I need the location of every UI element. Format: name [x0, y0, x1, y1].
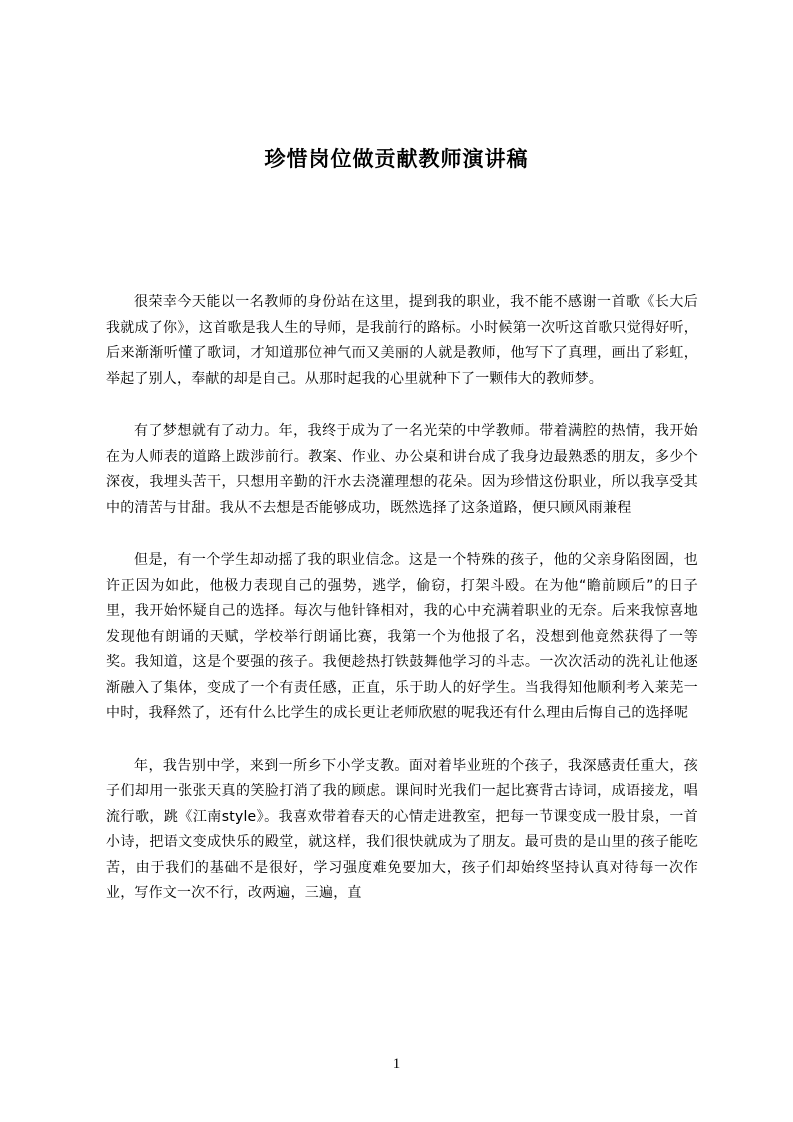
- document-body: [106, 290, 698, 934]
- document-title: 珍惜岗位做贡献教师演讲稿: [264, 147, 529, 171]
- paragraph-2: 有了梦想就有了动力。年，我终于成为了一名光荣的中学教师。带着满腔的热情，我开始在为人师表的道路上跋涉前行。教案、作业、办公桌和讲台成了我身边最熟悉的朋友，多少个深夜，我埋头苦干，只想用辛勤的汗水去浇灌理想的花朵。因为珍惜这份职业，所以我享受其中的清苦与甘甜。我从不去想是否能够成功，既然选择了这条道路，便只顾风雨兼程: [106, 423, 698, 516]
- paragraph-1: 很荣幸今天能以一名教师的身份站在这里，提到我的职业，我不能不感谢一首歌《长大后我就成了你》，这首歌是我人生的导师，是我前行的路标。小时候第一次听这首歌只觉得好听，后来渐渐听懂了歌词，才知道那位神气而又美丽的人就是教师，他写下了真理，画出了彩虹，举起了别人，奉献的却是自己。从那时起我的心里就种下了一颗伟大的教师梦。: [106, 294, 698, 387]
- paragraph-3: 但是，有一个学生却动摇了我的职业信念。这是一个特殊的孩子，他的父亲身陷囹圄，也许正因为如此，他极力表现自己的强势，逃学，偷窃，打架斗殴。在为他“瞻前顾后”的日子里，我开始怀疑自己的选择。每次与他针锋相对，我的心中充满着职业的无奈。后来我惊喜地发现他有朗诵的天赋，学校举行朗诵比赛，我第一个为他报了名，没想到他竟然获得了一等奖。我知道，这是个要强的孩子。我便趁热打铁鼓舞他学习的斗志。一次次活动的洗礼让他逐渐融入了集体，变成了一个有责任感，正直，乐于助人的好学生。当我得知他顺利考入莱芜一中时，我释然了，还有什么比学生的成长更让老师欣慰的呢我还有什么理由后悔自己的选择呢: [106, 552, 698, 721]
- paragraph-4: 年，我告别中学，来到一所乡下小学支教。面对着毕业班的个孩子，我深感责任重大，孩子们却用一张张天真的笑脸打消了我的顾虑。课间时光我们一起比赛背古诗词，成语接龙，唱流行歌，跳《江南style》。我喜欢带着春天的心情走进教室，把每一节课变成一股甘泉，一首小诗，把语文变成快乐的殿堂，就这样，我们很快就成为了朋友。最可贵的是山里的孩子能吃苦，由于我们的基础不是很好，学习强度难免要加大，孩子们却始终坚持认真对待每一次作业，写作文一次不行，改两遍，三遍，直: [106, 757, 698, 901]
- page-number: 1: [392, 1056, 401, 1072]
